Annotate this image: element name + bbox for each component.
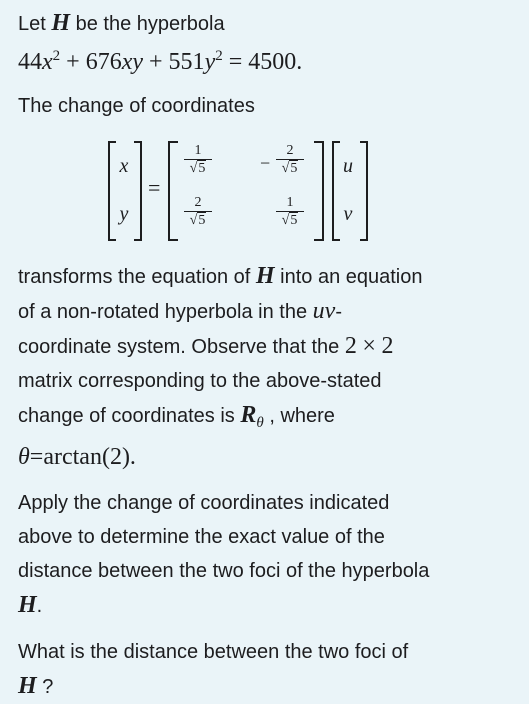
question-mark: ? [42,676,54,698]
intro-rest: be the hyperbola [75,13,225,35]
intro-let: Let [18,13,46,35]
p1-line-1 [18,259,518,294]
m11-radicand: 5 [198,161,206,176]
eq-exp-1: 2 [52,48,61,64]
m12-radicand: 5 [290,161,298,176]
p1-text-3: of a non-rotated hyperbola in the [18,301,308,323]
var-H: H [18,592,37,618]
intro-line [18,6,518,41]
vec-x: x [119,155,129,177]
p2-line-3: distance between the two foci of the hyperbola [18,560,430,582]
m22-radicand: 5 [290,213,298,228]
eq-y: y [204,49,216,75]
theta-value: =arctan(2). [29,444,136,470]
hyperbola-equation [18,39,518,79]
eq-coef-44: 44 [18,49,42,75]
eq-xy: xy [121,49,144,75]
p1-line-6 [18,440,518,474]
var-theta: θ [18,444,30,470]
vec-u: u [343,155,353,177]
left-bracket-2 [168,141,178,241]
p1-line-3 [18,329,518,364]
right-bracket-2 [314,141,324,241]
eq-exp-2: 2 [215,48,223,64]
p1-line-4: matrix corresponding to the above-stated [18,370,382,392]
question-line-2 [18,669,518,704]
dim-2b: 2 [381,333,394,359]
right-bracket-3 [360,141,368,241]
m12-den [270,160,310,178]
sqrt-sign: √ [189,161,198,176]
p1-text-5: change of coordinates is [18,405,235,427]
eq-term-551: + 551 [143,49,205,75]
question [18,635,518,704]
eq-term-676: + 676 [60,49,122,75]
p1-text-2: into an equation [280,266,423,288]
var-uv: uv [312,298,336,324]
m12-num: 2 [276,143,304,160]
m11-num: 1 [184,143,212,160]
p1-text-1: transforms the equation of [18,266,251,288]
vec-v: v [343,203,353,225]
var-H: H [51,10,71,36]
p1-line-2 [18,294,518,329]
sqrt-sign: √ [281,213,290,228]
m22-num: 1 [276,195,304,212]
sqrt-sign: √ [189,213,198,228]
dim-2a: 2 [344,333,357,359]
var-H: H [18,673,37,699]
times-sign: × [362,333,376,359]
m22-den [270,212,310,230]
var-R: R [240,402,257,428]
m21-fraction [178,195,218,230]
m21-num: 2 [184,195,212,212]
change-of-coordinates-matrix [108,139,438,247]
m22-fraction [270,195,310,230]
m11-fraction [178,143,218,178]
p2-line-2: above to determine the exact value of the [18,526,385,548]
change-intro: The change of coordinates [18,95,255,117]
p2-period: . [36,595,43,617]
right-bracket-1 [134,141,142,241]
vec-y: y [119,203,129,225]
m12-fraction [260,143,310,178]
var-R-subscript: θ [256,415,264,431]
m11-den [178,160,218,178]
p2-line-4 [18,588,518,623]
paragraph-apply [18,486,518,623]
p2-line-1: Apply the change of coordinates indicated [18,492,390,514]
p1-where: , where [269,405,335,427]
p1-dash: - [335,301,342,323]
p1-text-4: coordinate system. Observe that the [18,336,340,358]
eq-rhs: = 4500. [222,49,303,75]
question-line-1: What is the distance between the two foci of [18,641,409,663]
p1-line-5 [18,398,518,440]
eq-x: x [42,49,53,75]
var-H: H [255,263,275,289]
problem-content [18,6,518,704]
paragraph-transform [18,259,518,474]
m21-radicand: 5 [198,213,206,228]
matrix-equals: = [148,175,161,200]
m21-den [178,212,218,230]
m12-minus: − [260,153,271,173]
sqrt-sign: √ [281,161,290,176]
